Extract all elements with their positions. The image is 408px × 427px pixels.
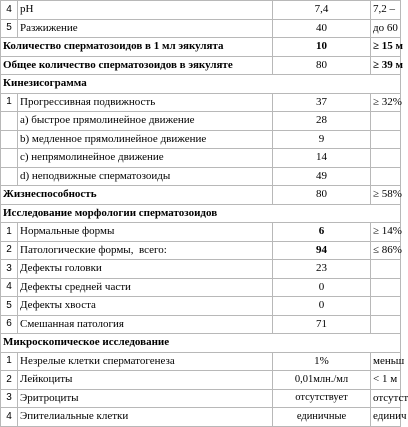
parameter-name: Смешанная патология — [18, 315, 273, 334]
reference-norm: ≥ 14% — [371, 223, 401, 242]
reference-norm: 7,2 – — [371, 1, 401, 20]
result-value: 80 — [273, 186, 371, 205]
reference-norm — [371, 130, 401, 149]
row-immotile — [1, 167, 401, 186]
result-value: 40 — [273, 19, 371, 38]
parameter-name: Жизнеспособность — [1, 186, 273, 205]
reference-norm: меньш — [371, 352, 401, 371]
reference-norm — [371, 278, 401, 297]
section-morphology — [1, 204, 401, 223]
result-value: 71 — [273, 315, 371, 334]
result-value: единичные — [273, 408, 371, 427]
reference-norm: < 1 м — [371, 371, 401, 390]
parameter-name: c) непрямолинейное движение — [18, 149, 273, 168]
parameter-name: Количество сперматозоидов в 1 мл эякулята — [1, 38, 273, 57]
result-value: 28 — [273, 112, 371, 131]
reference-norm: ≤ 86% — [371, 241, 401, 260]
row-progressive-motility — [1, 93, 401, 112]
parameter-name: Эпителиальные клетки — [18, 408, 273, 427]
parameter-name: Прогрессивная подвижность — [18, 93, 273, 112]
reference-norm — [371, 167, 401, 186]
reference-norm: ≥ 58% — [371, 186, 401, 205]
parameter-name: a) быстрое прямолинейное движение — [18, 112, 273, 131]
parameter-name: Дефекты головки — [18, 260, 273, 279]
reference-norm — [371, 260, 401, 279]
row-number: 1 — [1, 352, 18, 371]
result-value: 7,4 — [273, 1, 371, 20]
parameter-name: b) медленное прямолинейное движение — [18, 130, 273, 149]
result-value: отсутствует — [273, 389, 371, 408]
row-epithelial-cells — [1, 408, 401, 427]
section-title: Кинезисограмма — [1, 75, 401, 94]
row-total-count — [1, 56, 401, 75]
row-number: 5 — [1, 297, 18, 316]
row-vitality — [1, 186, 401, 205]
row-ph — [1, 1, 401, 20]
row-number: 1 — [1, 223, 18, 242]
parameter-name: Разжижение — [18, 19, 273, 38]
parameter-name: Лейкоциты — [18, 371, 273, 390]
row-number: 1 — [1, 93, 18, 112]
section-title: Микроскопическое исследование — [1, 334, 401, 353]
row-non-linear — [1, 149, 401, 168]
row-midpiece-defects — [1, 278, 401, 297]
result-value: 49 — [273, 167, 371, 186]
section-microscopy — [1, 334, 401, 353]
result-value: 94 — [273, 241, 371, 260]
reference-norm: ≥ 15 м — [371, 38, 401, 57]
row-number: 3 — [1, 260, 18, 279]
result-value: 0 — [273, 278, 371, 297]
row-number: 4 — [1, 278, 18, 297]
section-title: Исследование морфологии сперматозоидов — [1, 204, 401, 223]
parameter-name: Дефекты хвоста — [18, 297, 273, 316]
reference-norm: до 60 — [371, 19, 401, 38]
row-number: 5 — [1, 19, 18, 38]
result-value: 0 — [273, 297, 371, 316]
section-kinesisogram — [1, 75, 401, 94]
result-value: 23 — [273, 260, 371, 279]
row-leukocytes — [1, 371, 401, 390]
parameter-name: Общее количество сперматозоидов в эякуляте — [1, 56, 273, 75]
reference-norm: ≥ 32% — [371, 93, 401, 112]
row-pathological-forms — [1, 241, 401, 260]
reference-norm — [371, 315, 401, 334]
row-tail-defects — [1, 297, 401, 316]
parameter-name: d) неподвижные сперматозоиды — [18, 167, 273, 186]
row-head-defects — [1, 260, 401, 279]
row-normal-forms — [1, 223, 401, 242]
result-value: 10 — [273, 38, 371, 57]
result-value: 9 — [273, 130, 371, 149]
row-immature-cells — [1, 352, 401, 371]
reference-norm: ≥ 39 м — [371, 56, 401, 75]
parameter-name: Эритроциты — [18, 389, 273, 408]
parameter-name: Нормальные формы — [18, 223, 273, 242]
row-slow-linear — [1, 130, 401, 149]
row-fast-linear — [1, 112, 401, 131]
result-value: 1% — [273, 352, 371, 371]
reference-norm — [371, 112, 401, 131]
result-value: 14 — [273, 149, 371, 168]
result-value: 0,01млн./мл — [273, 371, 371, 390]
result-value: 80 — [273, 56, 371, 75]
row-number: 3 — [1, 389, 18, 408]
row-erythrocytes — [1, 389, 401, 408]
row-number: 2 — [1, 371, 18, 390]
reference-norm: отсутст — [371, 389, 401, 408]
row-number: 4 — [1, 1, 18, 20]
reference-norm — [371, 297, 401, 316]
result-value: 6 — [273, 223, 371, 242]
row-concentration — [1, 38, 401, 57]
row-number: 2 — [1, 241, 18, 260]
parameter-name: Незрелые клетки сперматогенеза — [18, 352, 273, 371]
parameter-name: Дефекты средней части — [18, 278, 273, 297]
row-mixed-pathology — [1, 315, 401, 334]
row-number: 4 — [1, 408, 18, 427]
reference-norm: единич — [371, 408, 401, 427]
row-liquefaction — [1, 19, 401, 38]
row-number: 6 — [1, 315, 18, 334]
parameter-name: pH — [18, 1, 273, 20]
parameter-name: Патологические формы, всего: — [18, 241, 273, 260]
reference-norm — [371, 149, 401, 168]
result-value: 37 — [273, 93, 371, 112]
